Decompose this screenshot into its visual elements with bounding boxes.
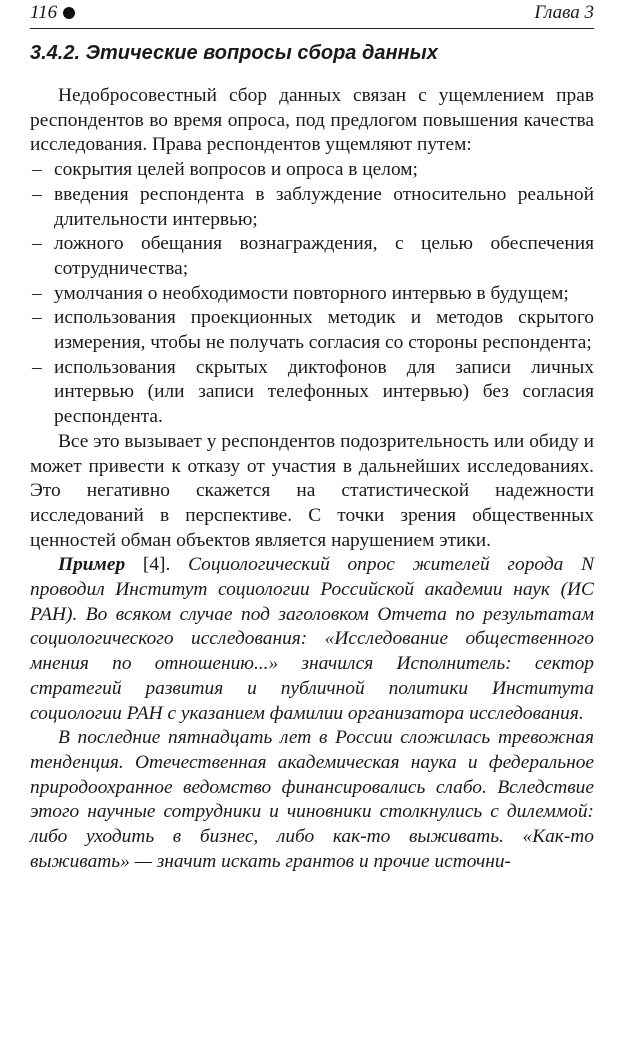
chapter-label: Глава 3 bbox=[534, 2, 594, 23]
page-number-block bbox=[30, 2, 75, 24]
example-reference: [4]. bbox=[125, 554, 189, 576]
page-header bbox=[30, 2, 594, 29]
page-content bbox=[30, 40, 594, 875]
list-item: – ложного обещания вознаграждения, с целью обеспечения сотрудничества; bbox=[30, 232, 594, 281]
list-item: – использования проекционных методик и методов скрытого измерения, чтобы не получать согласия со стороны респондента; bbox=[30, 306, 594, 355]
section-title: 3.4.2. Этические вопросы сбора данных bbox=[30, 42, 438, 64]
example-label: Пример bbox=[58, 554, 126, 576]
example-text: Социологический опрос жителей города N проводил Институт социологии Российской академии наук (ИС РАН). Во всяком случае под заголовком Отчета по результатам социологического исследования: «Исследование общественного мнения по отношению...» значился Исполнитель: сектор стратегий развития и публичной политики Института социологии РАН с указанием фамилии организатора исследования. bbox=[30, 554, 594, 724]
consequences-paragraph: Все это вызывает у респондентов подозрительность или обиду и может привести к отказу от участия в дальнейших исследованиях. Это негативно скажется на статистической надежности исследований в перспективе. С точки зрения общественных ценностей обман объектов является нарушением этики. bbox=[30, 430, 594, 551]
example-paragraph bbox=[30, 553, 594, 726]
list-item: – введения респондента в заблуждение относительно реальной длительности интервью; bbox=[30, 183, 594, 232]
list-item: – использования скрытых диктофонов для записи личных интервью (или записи телефонных интервью) без согласия респондента. bbox=[30, 356, 594, 430]
intro-paragraph: Недобросовестный сбор данных связан с ущемлением прав респондентов во время опроса, под предлогом повышения качества исследования. Права респондентов ущемляют путем: bbox=[30, 85, 594, 156]
trend-paragraph: В последние пятнадцать лет в России сложилась тревожная тенденция. Отечественная академическая наука и федеральное природоохранное ведомство финансировались слабо. Вследствие этого научные сотрудники и чиновники столкнулись с дилеммой: либо уходить в бизнес, либо как-то выживать. «Как-то выживать» — значит искать грантов и прочие источни- bbox=[30, 727, 594, 872]
violations-list bbox=[30, 158, 594, 430]
list-item: – сокрытия целей вопросов и опроса в целом; bbox=[30, 158, 594, 183]
bullet-icon bbox=[63, 7, 75, 19]
list-item: – умолчания о необходимости повторного интервью в будущем; bbox=[30, 282, 594, 307]
spacer bbox=[30, 66, 594, 84]
page-number: 116 bbox=[30, 2, 58, 23]
